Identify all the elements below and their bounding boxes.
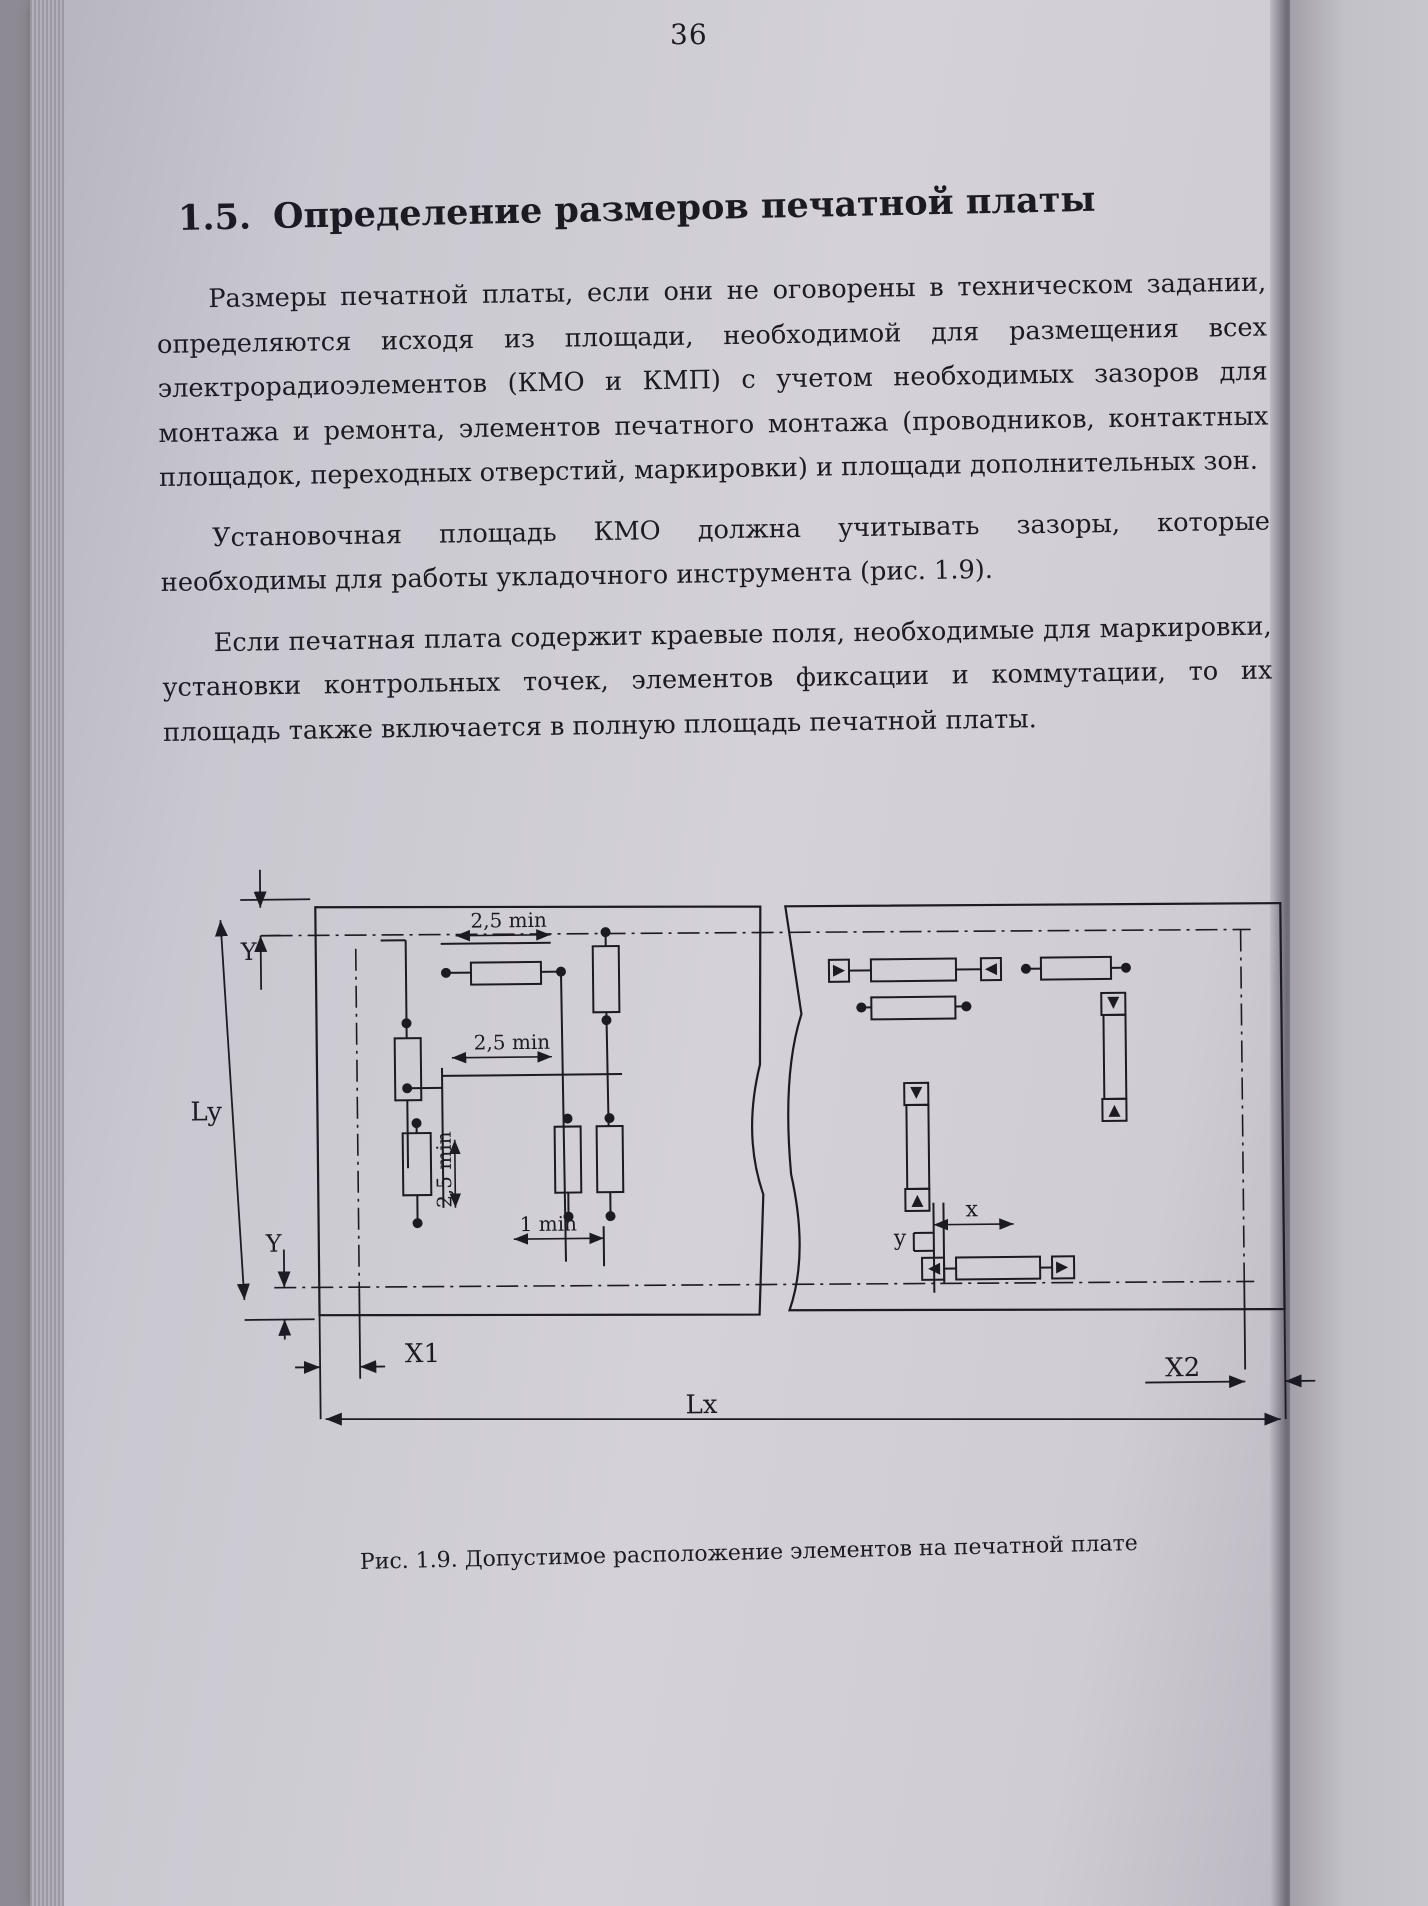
dim-gap-vertical: 2,5 min xyxy=(431,1131,457,1209)
dim-y-top: Y xyxy=(240,937,257,966)
paragraph: Если печатная плата содержит краевые поля, необходимые для маркировки, установки контрольных точек, элементов фиксации и коммутации, то их площадь также включается в полную площадь печатной платы. xyxy=(162,611,1273,748)
dim-ly: Ly xyxy=(190,1097,223,1128)
page-number: 36 xyxy=(670,18,708,51)
dim-lx: Lx xyxy=(685,1390,718,1421)
paragraph: Размеры печатной платы, если они не оговорены в техническом задании, определяются исходя из площади, необходимой для размещения всех электрорадиоэлементов (КМО и КМП) с учетом необходимых зазоров для монтажа и ремонта, элементов печатного монтажа (проводников, контактных площадок, переходных отверстий, маркировки) и площади дополнительных зон. xyxy=(156,267,1269,493)
dim-y-small: y xyxy=(893,1226,907,1252)
dim-x-small: x xyxy=(965,1197,979,1223)
dim-gap-top: 2,5 min xyxy=(470,907,547,933)
dim-y-bottom: Y xyxy=(265,1229,282,1258)
section-number: 1.5. xyxy=(177,196,252,239)
paragraph: Установочная площадь КМО должна учитывать зазоры, которые необходимы для работы укладочного инструмента (рис. 1.9). xyxy=(160,506,1271,598)
dim-x1: X1 xyxy=(404,1338,441,1370)
figure-1-9 xyxy=(190,869,1315,1421)
dim-gap-bottom: 1 min xyxy=(519,1211,578,1237)
left-components xyxy=(381,932,624,1268)
page-edges xyxy=(30,0,64,1906)
figure-caption: Рис. 1.9. Допустимое расположение элементов на печатной плате xyxy=(359,1530,1139,1575)
section-title-text: Определение размеров печатной платы xyxy=(272,178,1096,238)
dim-gap-mid: 2,5 min xyxy=(473,1029,551,1055)
dim-x2: X2 xyxy=(1165,1352,1201,1384)
right-components xyxy=(829,957,1128,1294)
right-board-outline xyxy=(785,901,1284,1314)
body-text xyxy=(156,261,1274,771)
pcb-layout-diagram xyxy=(190,869,1315,1421)
